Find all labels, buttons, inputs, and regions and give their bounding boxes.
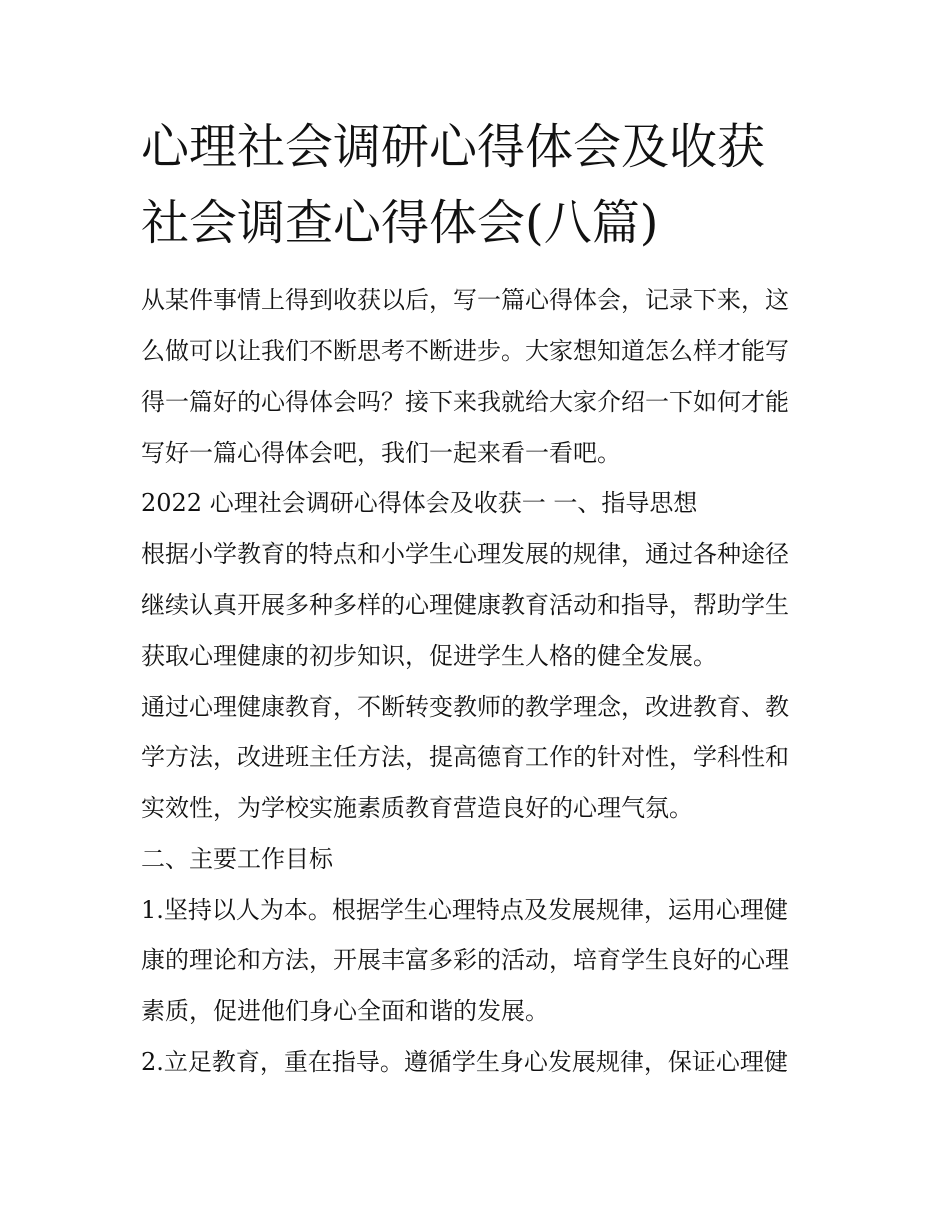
goal-1-line-2: 康的理论和方法，开展丰富多彩的活动，培育学生良好的心理 xyxy=(141,946,789,974)
intro-line-1: 从某件事情上得到收获以后，写一篇心得体会，记录下来，这 xyxy=(141,286,789,314)
paragraph-1-line-1: 根据小学教育的特点和小学生心理发展的规律，通过各种途径 xyxy=(141,540,789,568)
goal-1-line-1: 1.坚持以人为本。根据学生心理特点及发展规律，运用心理健 xyxy=(141,896,788,924)
section-heading-main-goals: 二、主要工作目标 xyxy=(141,845,333,873)
document-title-line-1: 心理社会调研心得体会及收获 xyxy=(141,119,766,175)
intro-line-4: 写好一篇心得体会吧，我们一起来看一看吧。 xyxy=(141,439,621,467)
document-title-line-2: 社会调查心得体会(八篇) xyxy=(141,195,659,251)
section-heading-guiding-ideology: 2022 心理社会调研心得体会及收获一 一、指导思想 xyxy=(141,489,698,517)
intro-line-2: 么做可以让我们不断思考不断进步。大家想知道怎么样才能写 xyxy=(141,337,789,365)
paragraph-1-line-3: 获取心理健康的初步知识，促进学生人格的健全发展。 xyxy=(141,642,717,670)
paragraph-1-line-2: 继续认真开展多种多样的心理健康教育活动和指导，帮助学生 xyxy=(141,591,789,619)
goal-2-line-1: 2.立足教育，重在指导。遵循学生身心发展规律，保证心理健 xyxy=(141,1048,788,1076)
goal-1-line-3: 素质，促进他们身心全面和谐的发展。 xyxy=(141,997,549,1025)
paragraph-2-line-3: 实效性，为学校实施素质教育营造良好的心理气氛。 xyxy=(141,794,693,822)
paragraph-2-line-1: 通过心理健康教育，不断转变教师的教学理念，改进教育、教 xyxy=(141,693,789,721)
intro-line-3: 得一篇好的心得体会吗？接下来我就给大家介绍一下如何才能 xyxy=(141,388,789,416)
paragraph-2-line-2: 学方法，改进班主任方法，提高德育工作的针对性，学科性和 xyxy=(141,743,789,771)
